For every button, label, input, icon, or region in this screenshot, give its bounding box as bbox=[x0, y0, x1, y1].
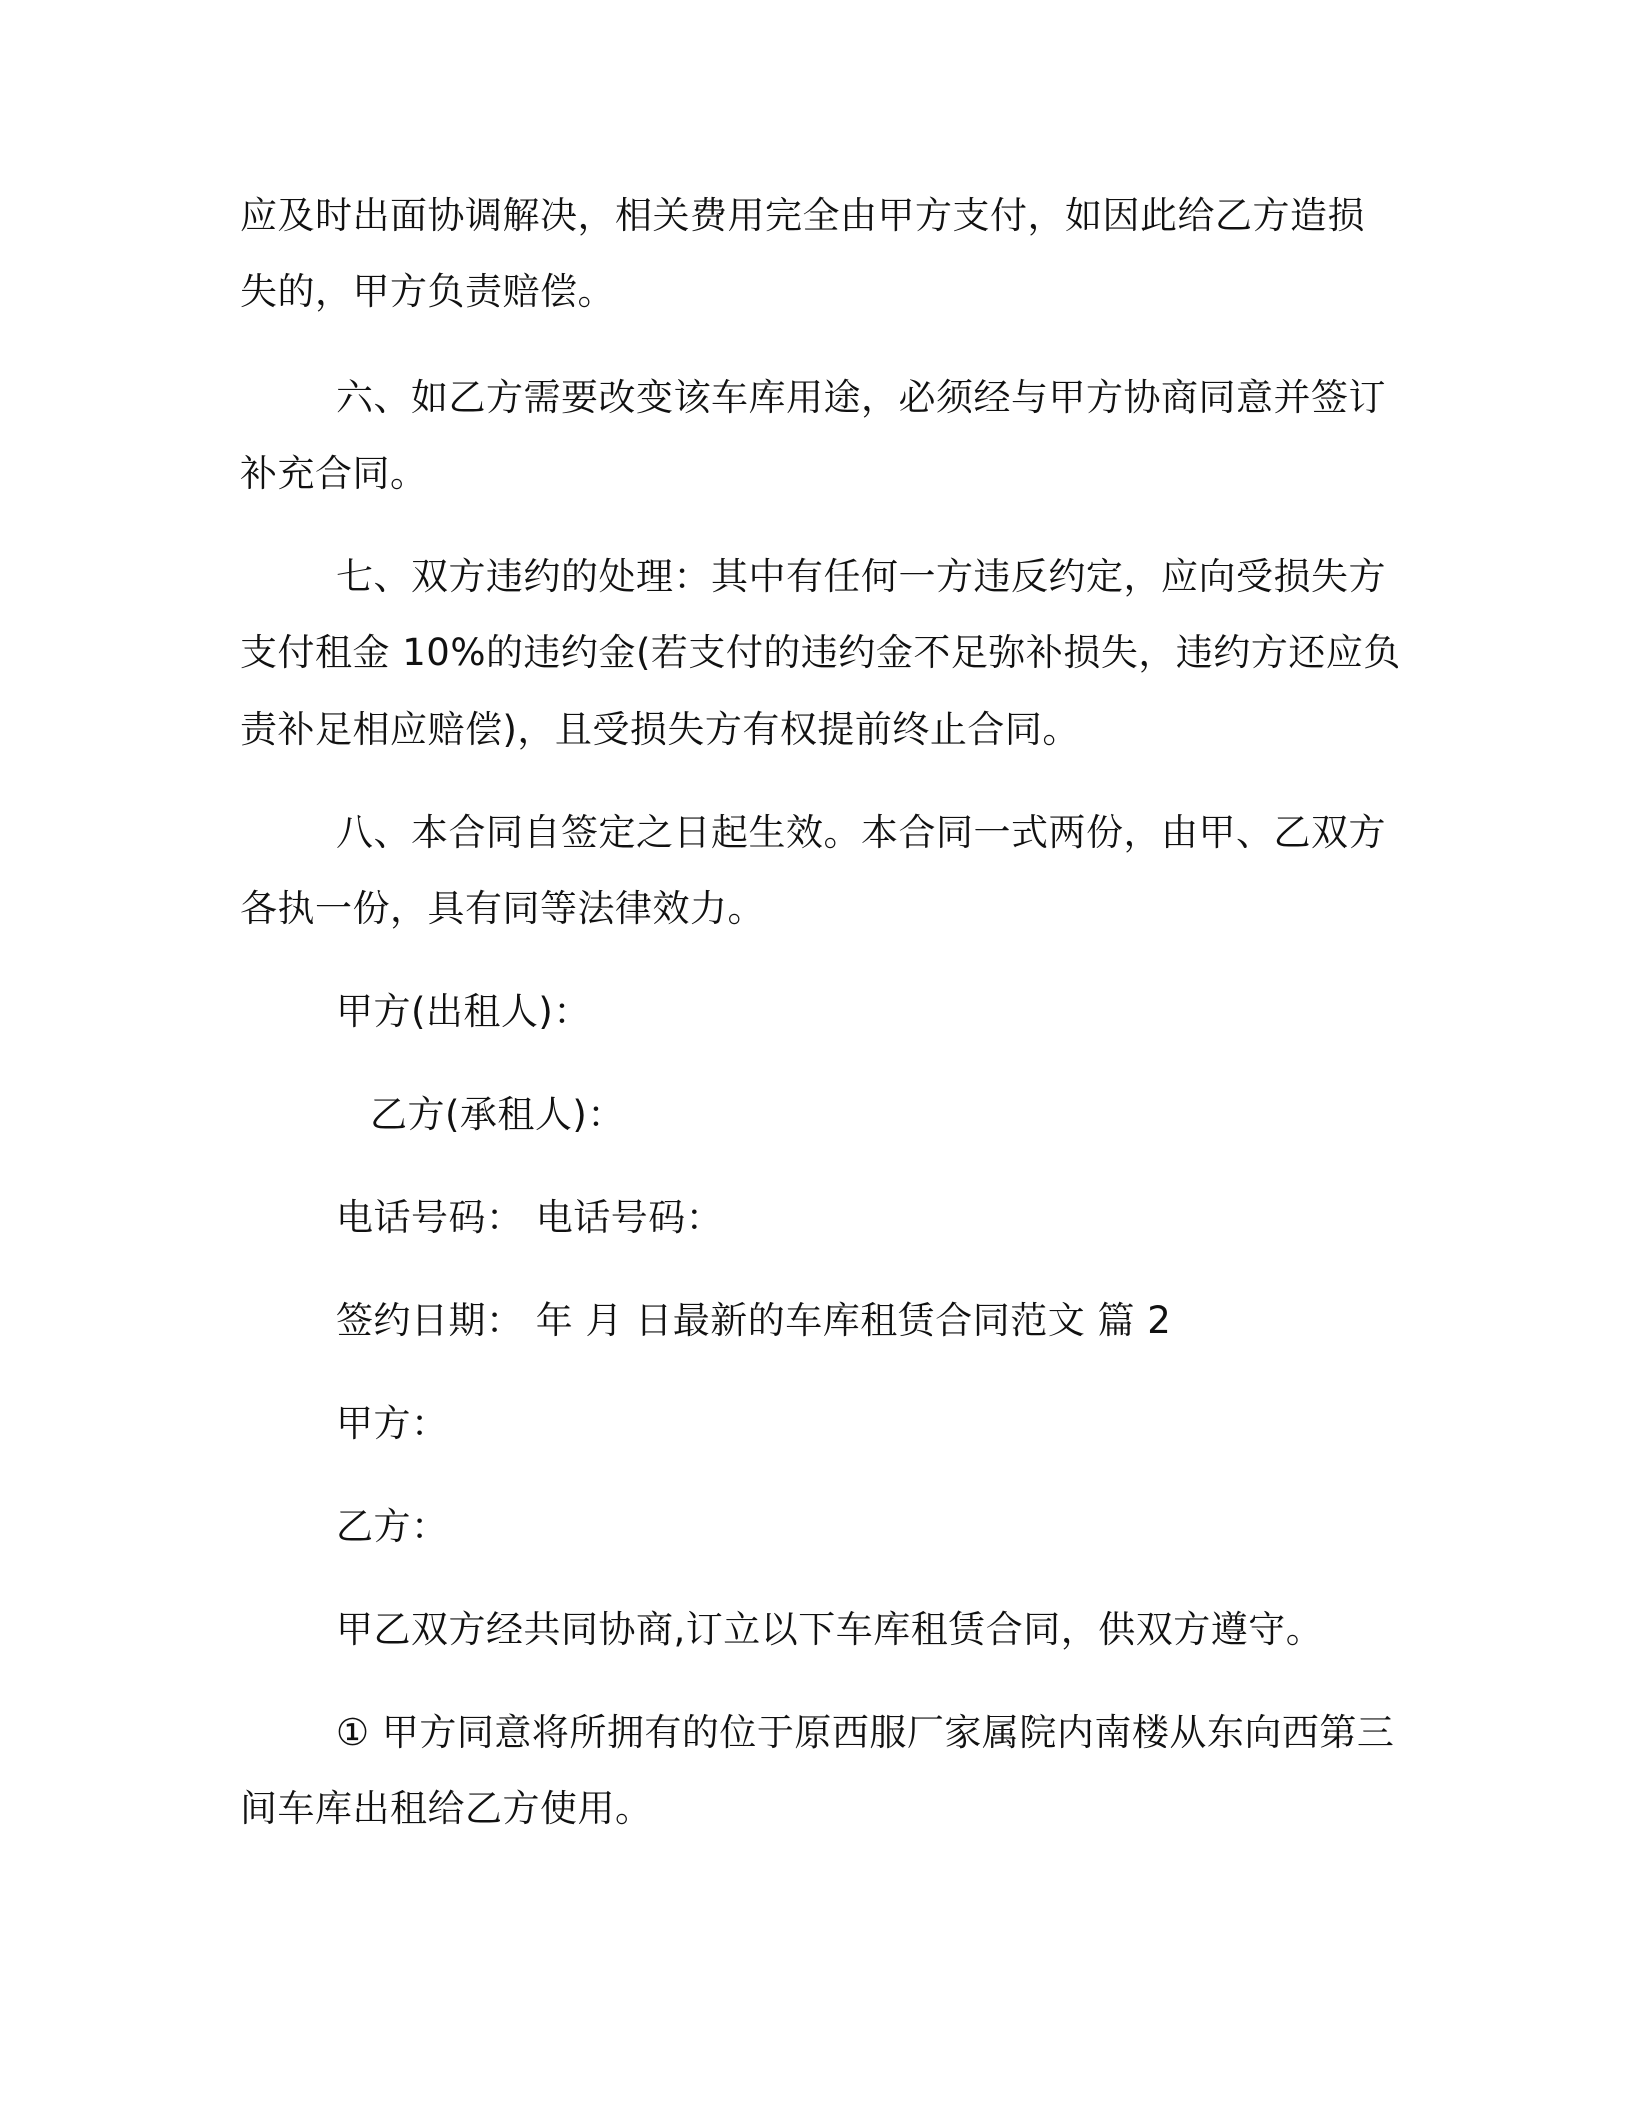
party-b: 乙方： bbox=[336, 1505, 449, 1548]
clause-6-line-1: 六、如乙方需要改变该车库用途，必须经与甲方协商同意并签订 bbox=[336, 376, 1386, 419]
item-1-line-1: ① 甲方同意将所拥有的位于原西服厂家属院内南楼从东向西第三 bbox=[336, 1711, 1395, 1754]
agreement-intro: 甲乙双方经共同协商,订立以下车库租赁合同，供双方遵守。 bbox=[336, 1608, 1324, 1651]
party-b-lessee: 乙方(承租人)： bbox=[370, 1093, 625, 1136]
phone-numbers: 电话号码： 电话号码： bbox=[336, 1196, 724, 1239]
party-a-lessor: 甲方(出租人)： bbox=[336, 990, 591, 1033]
clause-6-line-2: 补充合同。 bbox=[240, 452, 428, 495]
clause-8-line-1: 八、本合同自签定之日起生效。本合同一式两份，由甲、乙双方 bbox=[336, 811, 1386, 854]
signing-date: 签约日期： 年 月 日最新的车库租赁合同范文 篇 2 bbox=[336, 1299, 1172, 1342]
clause-7-line-1: 七、双方违约的处理：其中有任何一方违反约定，应向受损失方 bbox=[336, 555, 1386, 598]
clause-8-line-2: 各执一份，具有同等法律效力。 bbox=[240, 887, 765, 930]
party-a: 甲方： bbox=[336, 1402, 449, 1445]
clause-7-line-2: 支付租金 10%的违约金(若支付的违约金不足弥补损失，违约方还应负 bbox=[240, 631, 1401, 674]
item-1-line-2: 间车库出租给乙方使用。 bbox=[240, 1787, 653, 1830]
clause-7-line-3: 责补足相应赔偿)，且受损失方有权提前终止合同。 bbox=[240, 708, 1080, 751]
paragraph-5-line-2: 失的，甲方负责赔偿。 bbox=[240, 270, 615, 313]
paragraph-5-line-1: 应及时出面协调解决，相关费用完全由甲方支付，如因此给乙方造损 bbox=[240, 194, 1365, 237]
